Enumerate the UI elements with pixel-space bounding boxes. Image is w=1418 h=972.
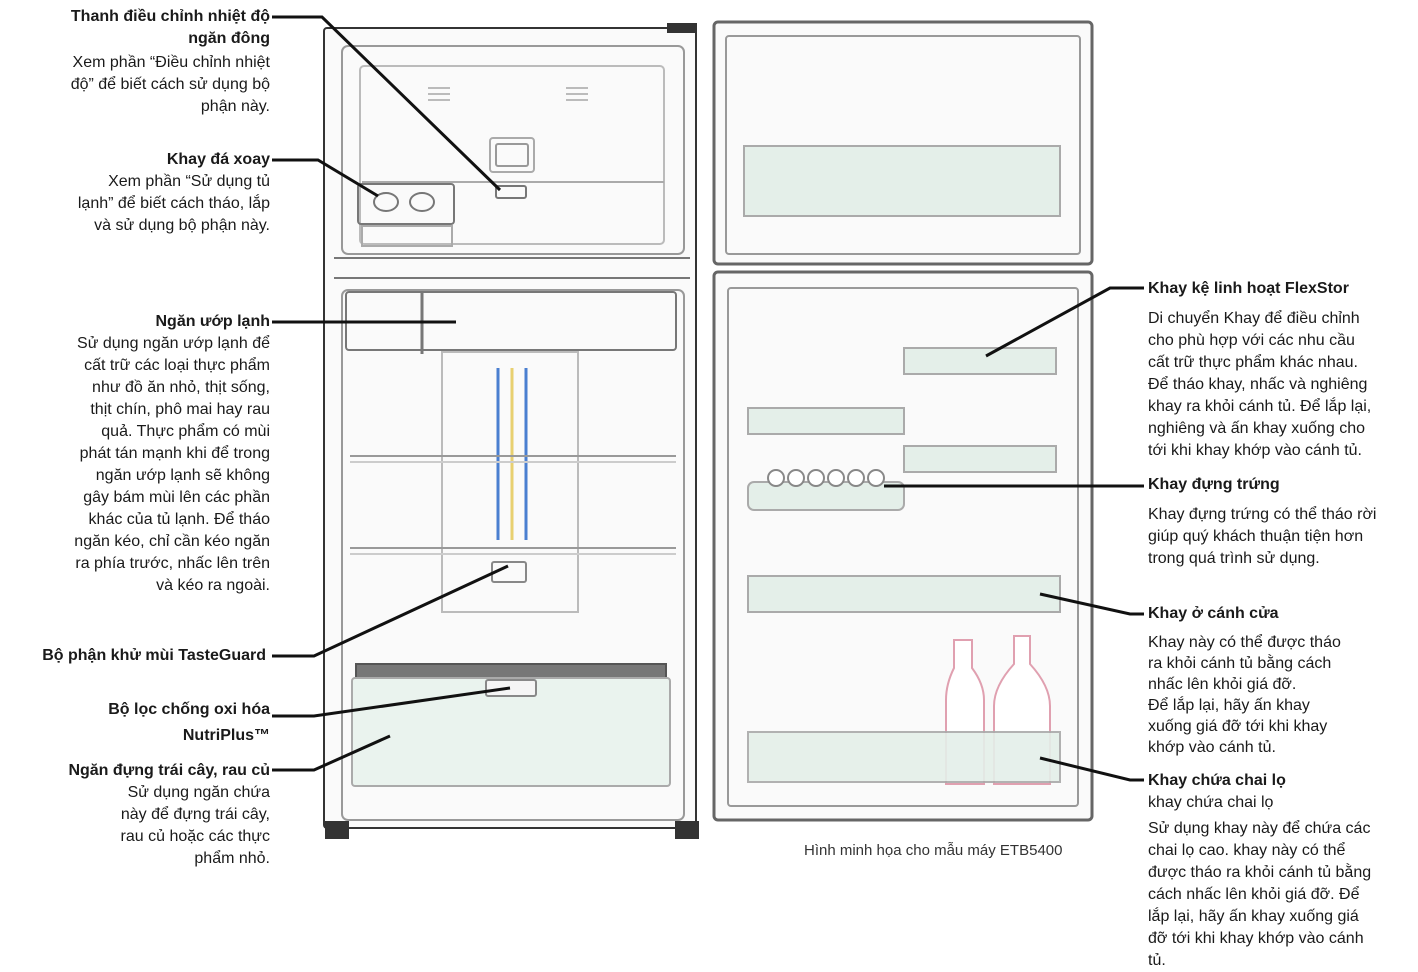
label-desc: nhấc lên khỏi giá đỡ.	[1148, 676, 1297, 693]
label-desc: khay ra khỏi cánh tủ. Để lắp lại,	[1148, 398, 1372, 415]
label-desc: Khay này có thể được tháo	[1148, 634, 1341, 651]
label-desc: độ” để biết cách sử dụng bộ	[70, 76, 270, 93]
label-title: NutriPlus™	[182, 727, 270, 744]
label-desc: Để lắp lại, hãy ấn khay	[1148, 697, 1310, 714]
label-desc: ra khỏi cánh tủ bằng cách	[1148, 655, 1332, 672]
label-title: Ngăn đựng trái cây, rau củ	[68, 762, 270, 779]
label-desc: nghiêng và ấn khay xuống cho	[1148, 420, 1366, 437]
label-crisper	[68, 760, 270, 870]
label-ice-tray	[78, 149, 270, 237]
label-desc: rau củ hoặc các thực	[120, 828, 270, 845]
label-tasteguard	[42, 645, 266, 667]
label-desc: phẩm nhỏ.	[194, 850, 270, 867]
label-desc: giúp quý khách thuận tiện hơn	[1148, 528, 1364, 545]
label-desc: như đồ ăn nhỏ, thịt sống,	[92, 379, 270, 396]
figure-caption: Hình minh họa cho mẫu máy ETB5400	[804, 842, 1063, 859]
label-desc: cho phù hợp với các nhu cầu	[1148, 332, 1355, 349]
label-desc: ngăn kéo, chỉ cần kéo ngăn	[74, 533, 270, 550]
label-desc: Để tháo khay, nhấc và nghiêng	[1148, 376, 1368, 393]
label-chiller	[74, 311, 270, 597]
label-desc: tủ.	[1148, 952, 1166, 969]
label-title: Bộ phận khử mùi TasteGuard	[42, 647, 266, 664]
label-desc: xuống giá đỡ tới khi khay	[1148, 718, 1328, 735]
label-desc: tới khi khay khớp vào cánh tủ.	[1148, 442, 1362, 459]
label-desc: Di chuyển Khay để điều chỉnh	[1148, 310, 1360, 327]
label-desc: Sử dụng ngăn chứa	[127, 784, 270, 801]
label-freezer-temp-control	[71, 6, 270, 118]
door	[714, 22, 1092, 820]
label-desc: thịt chín, phô mai hay rau	[90, 401, 270, 418]
label-desc: đỡ tới khi khay khớp vào cánh	[1148, 930, 1364, 947]
label-desc: trong quá trình sử dụng.	[1148, 550, 1320, 567]
label-title: Ngăn ướp lạnh	[155, 313, 270, 330]
label-title: Khay chứa chai lọ	[1148, 772, 1286, 789]
label-title: ngăn đông	[188, 30, 270, 47]
label-desc: và kéo ra ngoài.	[156, 577, 270, 594]
label-title: Khay ở cánh cửa	[1148, 605, 1279, 622]
label-title: Khay đựng trứng	[1148, 476, 1280, 493]
label-desc: này để đựng trái cây,	[120, 806, 270, 823]
label-desc: Sử dụng ngăn ướp lạnh để	[77, 335, 270, 352]
label-nutriplus	[108, 697, 270, 749]
label-flexstor	[1148, 278, 1371, 462]
label-title: Bộ lọc chống oxi hóa	[108, 701, 270, 718]
label-desc: khác của tủ lạnh. Để tháo	[88, 511, 270, 528]
label-desc: Xem phần “Sử dụng tủ	[108, 173, 270, 190]
label-desc: cất trữ các loại thực phẩm	[84, 357, 270, 374]
label-desc: Sử dụng khay này để chứa các	[1148, 820, 1371, 837]
fridge-body	[324, 24, 698, 838]
label-desc: phát tán mạnh khi để trong	[79, 445, 270, 462]
label-desc: và sử dụng bộ phận này.	[94, 217, 270, 234]
label-desc: lạnh” để biết cách tháo, lắp	[77, 195, 270, 212]
label-desc: khay chứa chai lọ	[1148, 794, 1274, 811]
label-desc: gây bám mùi lên các phần	[83, 489, 270, 506]
label-desc: quả. Thực phẩm có mùi	[101, 423, 270, 440]
label-desc: cất trữ thực phẩm khác nhau.	[1148, 354, 1358, 371]
label-bottle-tray	[1148, 770, 1371, 972]
label-door-shelf	[1148, 603, 1341, 758]
label-desc: ngăn ướp lạnh sẽ không	[95, 467, 270, 484]
label-title: Khay đá xoay	[166, 151, 270, 168]
label-desc: ra phía trước, nhấc lên trên	[75, 555, 270, 572]
label-desc: Khay đựng trứng có thể tháo rời	[1148, 506, 1377, 523]
label-title: Thanh điều chỉnh nhiệt độ	[70, 8, 270, 25]
label-desc: lắp lại, hãy ấn khay xuống giá	[1148, 908, 1359, 925]
label-desc: cách nhấc lên khỏi giá đỡ. Để	[1148, 886, 1360, 903]
label-title: Khay kệ linh hoạt FlexStor	[1148, 280, 1349, 297]
label-desc: Xem phần “Điều chỉnh nhiệt	[72, 54, 270, 71]
label-desc: chai lọ cao. khay này có thể	[1148, 842, 1346, 859]
label-egg-tray	[1148, 474, 1376, 570]
label-desc: khớp vào cánh tủ.	[1148, 739, 1276, 756]
label-desc: được tháo ra khỏi cánh tủ bằng	[1148, 864, 1372, 881]
label-desc: phận này.	[200, 98, 270, 115]
